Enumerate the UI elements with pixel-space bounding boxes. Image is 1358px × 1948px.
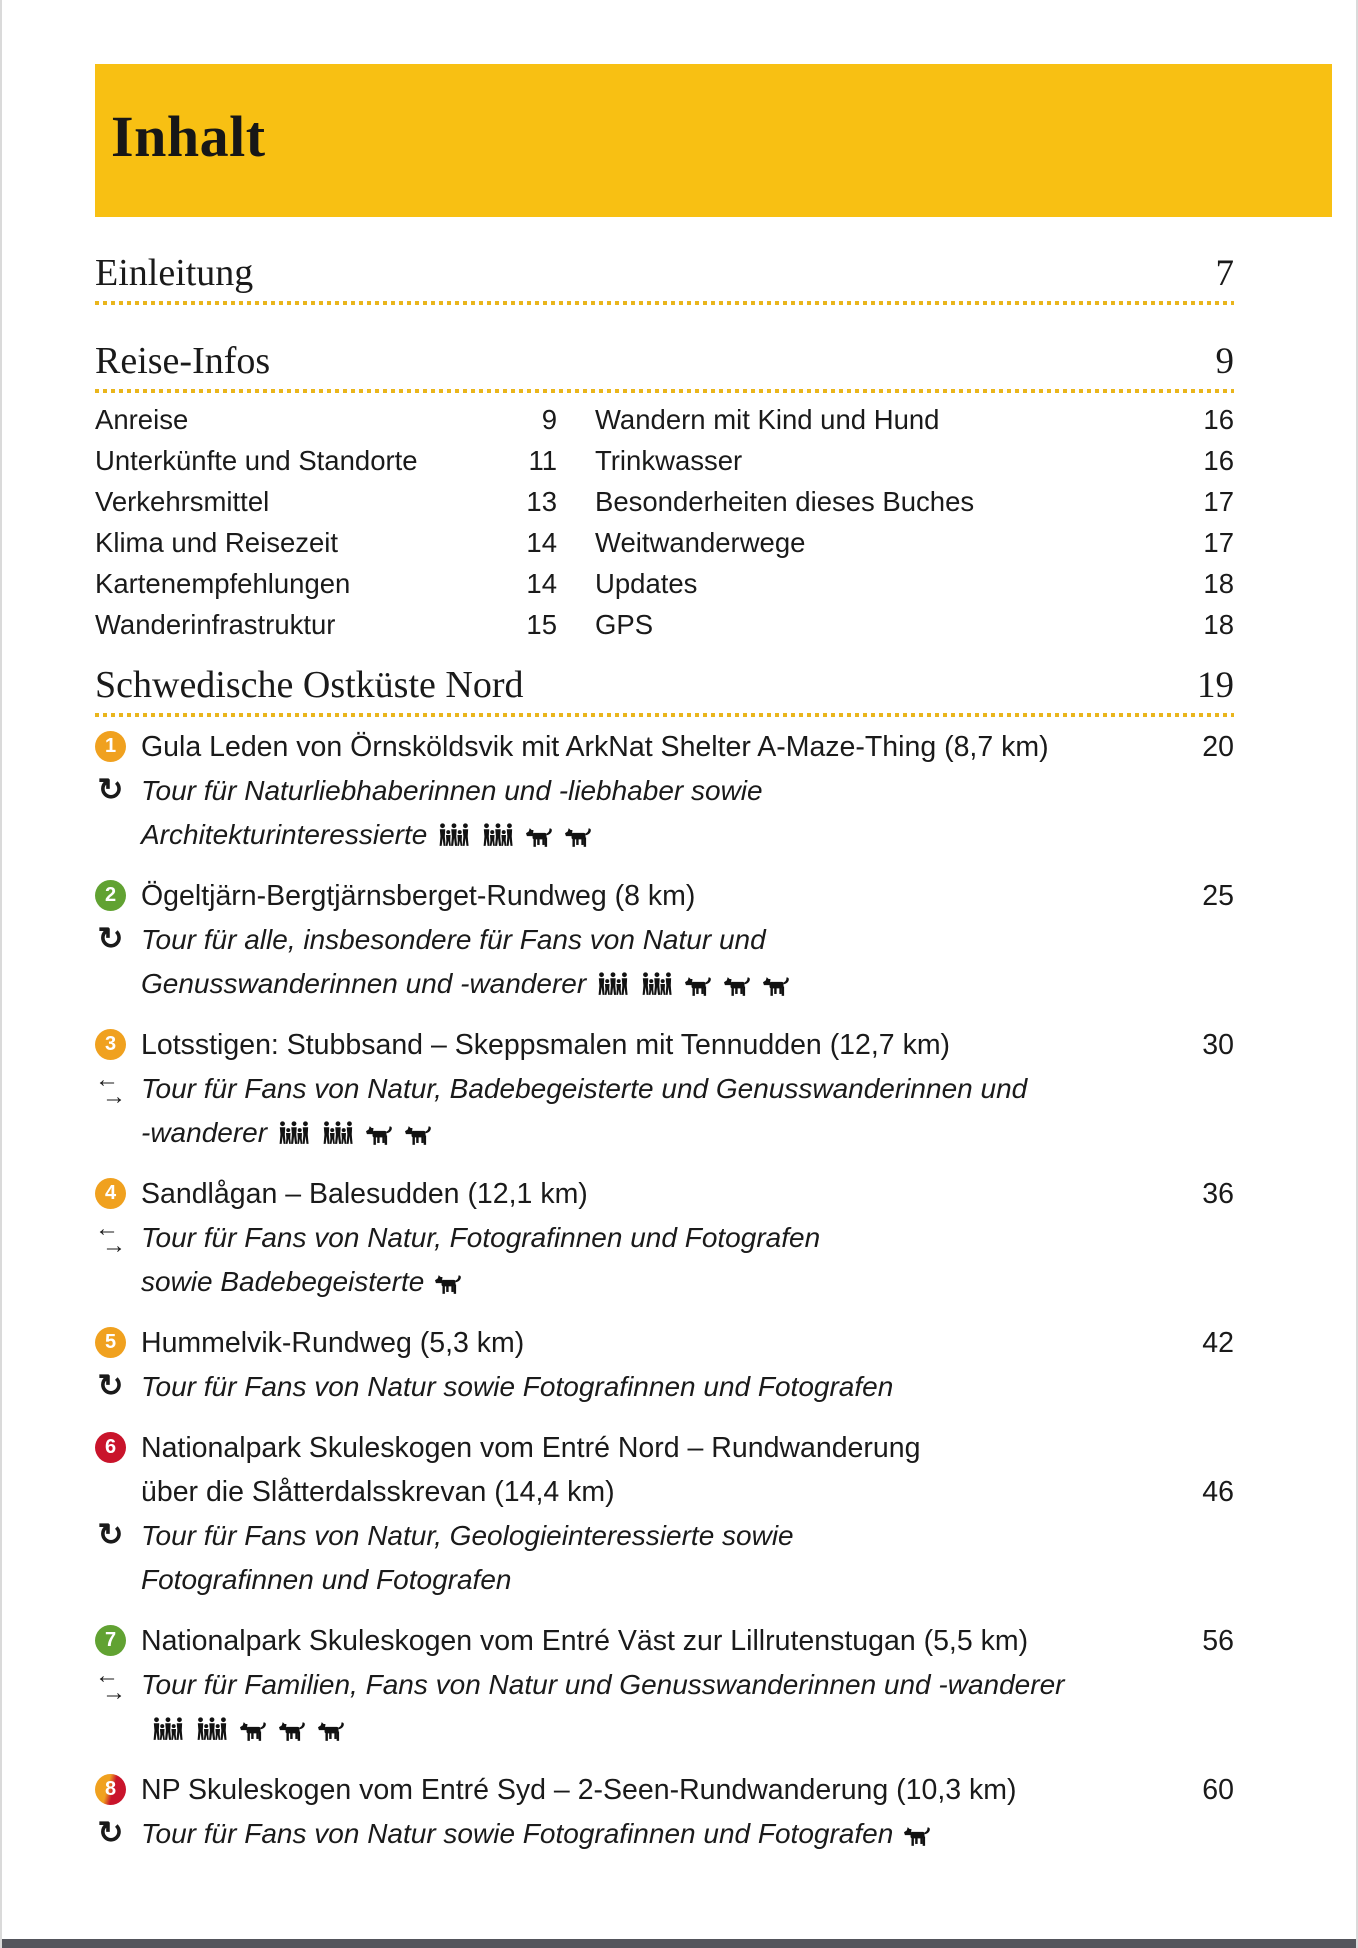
- tour-description: Tour für Naturliebhaberinnen und -liebhaber sowie Architekturinteressierte: [141, 775, 763, 850]
- tour-title-row: [95, 1172, 1234, 1216]
- info-label: Verkehrsmittel: [95, 486, 270, 517]
- section-head-einleitung: [95, 251, 1234, 305]
- section-head-reise-infos: [95, 339, 1234, 393]
- tour-title: Gula Leden von Örnsköldsvik mit ArkNat Shelter A-Maze-Thing (8,7 km): [141, 731, 1049, 763]
- dog-icon: [279, 1721, 307, 1742]
- info-label: Updates: [595, 568, 698, 599]
- info-page-number: 14: [526, 568, 557, 599]
- dog-icon: [904, 1826, 932, 1847]
- info-label: Anreise: [95, 404, 189, 435]
- tour-description-row: [95, 769, 1234, 857]
- tour-page-number: 46: [1202, 1476, 1234, 1508]
- dog-icon: [565, 827, 593, 848]
- dog-icon: [435, 1274, 463, 1295]
- reise-infos-list: [95, 403, 1234, 641]
- family-icon: [278, 1121, 311, 1146]
- tour-description-row: [95, 1067, 1234, 1155]
- tour-page-number: 56: [1202, 1625, 1234, 1657]
- tour-page-number: 42: [1202, 1327, 1234, 1359]
- dotted-leader: [95, 389, 1234, 393]
- route-out-and-back-icon: ← →: [95, 1662, 126, 1706]
- tour-description: Tour für Fans von Natur sowie Fotografinnen und Fotografen: [141, 1371, 894, 1402]
- dog-icon: [240, 1721, 268, 1742]
- toc-content: [95, 251, 1234, 1856]
- route-loop-icon: ↻: [97, 1368, 124, 1403]
- route-loop-icon: ↻: [97, 921, 124, 956]
- section-page-number: 19: [1197, 665, 1234, 706]
- info-page-number: 17: [1203, 527, 1234, 558]
- tour-description-row: [95, 1365, 1234, 1409]
- tour-page-number: 60: [1202, 1774, 1234, 1806]
- tour-title-row: [95, 1426, 1234, 1514]
- tour-description: Tour für Familien, Fans von Natur und Genusswanderinnen und -wanderer: [141, 1663, 1234, 1751]
- tour-title-row: [95, 1619, 1234, 1663]
- info-page-number: 15: [526, 609, 557, 640]
- tour-description: Tour für alle, insbesondere für Fans von Natur und Genusswanderinnen und -wanderer: [141, 918, 1234, 1006]
- route-loop-icon: ↻: [97, 1815, 124, 1850]
- info-page-number: 17: [1203, 486, 1234, 517]
- tour-description-row: [95, 1663, 1234, 1751]
- section-title: Einleitung: [95, 252, 254, 294]
- dog-icon: [724, 976, 752, 997]
- info-page-number: 16: [1203, 445, 1234, 476]
- info-page-number: 9: [541, 404, 557, 435]
- page-title: Inhalt: [111, 104, 266, 169]
- family-icon: [482, 823, 515, 848]
- family-icon: [641, 972, 674, 997]
- info-label: Trinkwasser: [595, 445, 743, 476]
- tour-page-number: 36: [1202, 1178, 1234, 1210]
- info-label: Klima und Reisezeit: [95, 527, 339, 558]
- tour-number-badge: 1: [95, 731, 126, 762]
- dog-icon: [763, 976, 791, 997]
- dog-icon: [685, 976, 713, 997]
- section-title: Schwedische Ostküste Nord: [95, 664, 524, 706]
- tour-entry: [95, 1023, 1234, 1155]
- tour-description: Tour für Fans von Natur, Fotografinnen und Fotografen sowie Badebegeisterte: [141, 1222, 821, 1297]
- dotted-leader: [95, 301, 1234, 305]
- route-out-and-back-icon: ← →: [95, 1215, 126, 1259]
- tour-title: Sandlågan – Balesudden (12,1 km): [141, 1178, 588, 1210]
- info-label: Wanderinfrastruktur: [95, 609, 336, 640]
- tour-description-row: [95, 1216, 1234, 1304]
- tour-title: Nationalpark Skuleskogen vom Entré Nord – Rundwanderung über die Slåtterdalsskrevan (14,4 km): [141, 1432, 921, 1508]
- tour-description: Tour für Fans von Natur sowie Fotografinnen und Fotografen: [141, 1812, 1234, 1856]
- tour-entry: [95, 1172, 1234, 1304]
- tour-page-number: 30: [1202, 1029, 1234, 1061]
- tour-number-badge: 7: [95, 1625, 126, 1656]
- info-label: Kartenempfehlungen: [95, 568, 351, 599]
- tour-number-badge: 4: [95, 1178, 126, 1209]
- tour-list: [95, 725, 1234, 1856]
- info-page-number: 13: [526, 486, 557, 517]
- tour-title-row: [95, 874, 1234, 918]
- dog-icon: [405, 1125, 433, 1146]
- tour-entry: [95, 1768, 1234, 1856]
- dotted-leader: [95, 713, 1234, 717]
- tour-number-badge: 2: [95, 880, 126, 911]
- info-page-number: 18: [1203, 609, 1234, 640]
- page-header-band: [95, 64, 1332, 217]
- section-page-number: 7: [1215, 253, 1234, 294]
- section-head-ostkueste-nord: [95, 663, 1234, 717]
- info-page-number: 14: [526, 527, 557, 558]
- tour-page-number: 20: [1202, 731, 1234, 763]
- dog-icon: [526, 827, 554, 848]
- family-icon: [597, 972, 630, 997]
- tour-description: Tour für Fans von Natur, Geologieinteressierte sowie Fotografinnen und Fotografen: [141, 1520, 794, 1595]
- info-page-number: 18: [1203, 568, 1234, 599]
- tour-entry: [95, 1426, 1234, 1602]
- tour-number-badge: 8: [95, 1774, 126, 1805]
- tour-title-row: [95, 1768, 1234, 1812]
- route-loop-icon: ↻: [97, 1517, 124, 1552]
- page-bottom-bar: [0, 1939, 1358, 1948]
- tour-title-row: [95, 1023, 1234, 1067]
- tour-entry: [95, 874, 1234, 1006]
- tour-title: Hummelvik-Rundweg (5,3 km): [141, 1327, 525, 1359]
- tour-description: Tour für Fans von Natur, Badebegeisterte und Genusswanderinnen und -wanderer: [141, 1073, 1028, 1148]
- tour-description-row: [95, 918, 1234, 1006]
- info-label: Wandern mit Kind und Hund: [595, 404, 940, 435]
- tour-title-row: [95, 1321, 1234, 1365]
- tour-number-badge: 6: [95, 1432, 126, 1463]
- dog-icon: [366, 1125, 394, 1146]
- family-icon: [152, 1717, 185, 1742]
- tour-page-number: 25: [1202, 880, 1234, 912]
- tour-title: Nationalpark Skuleskogen vom Entré Väst zur Lillrutenstugan (5,5 km): [141, 1625, 1029, 1657]
- tour-number-badge: 3: [95, 1029, 126, 1060]
- tour-description-row: [95, 1514, 1234, 1602]
- tour-number-badge: 5: [95, 1327, 126, 1358]
- family-icon: [196, 1717, 229, 1742]
- tour-entry: [95, 1321, 1234, 1409]
- info-page-number: 16: [1203, 404, 1234, 435]
- info-page-number: 11: [528, 445, 557, 476]
- section-title: Reise-Infos: [95, 340, 271, 382]
- family-icon: [322, 1121, 355, 1146]
- tour-title-row: [95, 725, 1234, 769]
- route-loop-icon: ↻: [97, 772, 124, 807]
- info-label: Weitwanderwege: [595, 527, 806, 558]
- info-label: GPS: [595, 609, 654, 640]
- tour-entry: [95, 1619, 1234, 1751]
- info-label: Unterkünfte und Standorte: [95, 445, 418, 476]
- tour-title: Ögeltjärn-Bergtjärnsberget-Rundweg (8 km): [141, 880, 696, 912]
- info-label: Besonderheiten dieses Buches: [595, 486, 975, 517]
- section-page-number: 9: [1215, 341, 1234, 382]
- tour-description-row: [95, 1812, 1234, 1856]
- tour-title: NP Skuleskogen vom Entré Syd – 2-Seen-Rundwanderung (10,3 km): [141, 1774, 1017, 1806]
- dog-icon: [318, 1721, 346, 1742]
- tour-title: Lotsstigen: Stubbsand – Skeppsmalen mit Tennudden (12,7 km): [141, 1029, 951, 1061]
- route-out-and-back-icon: ← →: [95, 1066, 126, 1110]
- family-icon: [438, 823, 471, 848]
- tour-entry: [95, 725, 1234, 857]
